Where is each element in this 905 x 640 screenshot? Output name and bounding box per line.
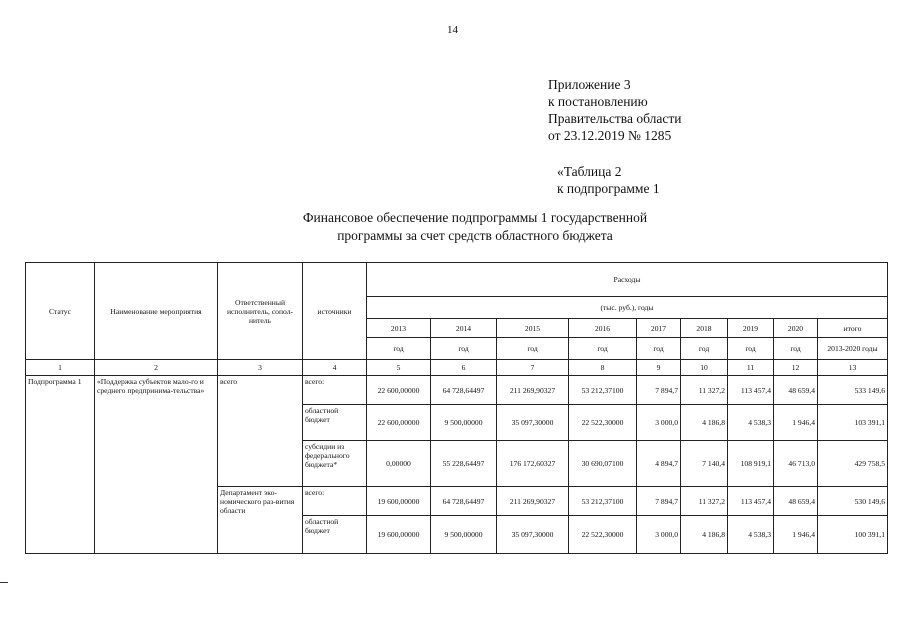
appendix-line: Правительства области <box>548 111 682 126</box>
year-label: год <box>728 338 774 360</box>
margin-mark <box>0 582 8 583</box>
column-number: 13 <box>818 360 888 376</box>
value-cell: 429 758,5 <box>818 441 888 487</box>
header-name: Наименование мероприятия <box>95 263 218 360</box>
header-sources: источники <box>303 263 367 360</box>
value-cell: 9 500,00000 <box>431 405 497 441</box>
financing-table <box>25 262 888 554</box>
value-cell: 4 186,8 <box>681 405 728 441</box>
header-year: 2015 <box>497 319 569 338</box>
column-number: 10 <box>681 360 728 376</box>
value-cell: 4 894,7 <box>637 441 681 487</box>
appendix-line: Приложение 3 <box>548 77 631 92</box>
value-cell: 176 172,60327 <box>497 441 569 487</box>
column-number: 1 <box>26 360 95 376</box>
value-cell: 30 690,07100 <box>569 441 637 487</box>
value-cell: 22 522,30000 <box>569 516 637 554</box>
source-cell: областной бюджет <box>303 405 367 441</box>
responsible-cell: Департамент эко-номического раз-вития области <box>218 487 303 554</box>
year-label: год <box>681 338 728 360</box>
measure-name-cell: «Поддержка субъектов мало-го и среднего предпринима-тельства» <box>95 376 218 554</box>
value-cell: 4 186,8 <box>681 516 728 554</box>
value-cell: 7 894,7 <box>637 487 681 516</box>
value-cell: 113 457,4 <box>728 376 774 405</box>
header-year: 2014 <box>431 319 497 338</box>
column-number: 7 <box>497 360 569 376</box>
header-year: 2013 <box>367 319 431 338</box>
value-cell: 530 149,6 <box>818 487 888 516</box>
header-year: 2020 <box>774 319 818 338</box>
value-cell: 100 391,1 <box>818 516 888 554</box>
value-cell: 4 538,3 <box>728 405 774 441</box>
header-year: 2018 <box>681 319 728 338</box>
value-cell: 1 946,4 <box>774 405 818 441</box>
responsible-cell: всего <box>218 376 303 487</box>
value-cell: 46 713,0 <box>774 441 818 487</box>
column-number: 6 <box>431 360 497 376</box>
value-cell: 11 327,2 <box>681 487 728 516</box>
status-cell: Подпрограмма 1 <box>26 376 95 554</box>
appendix-block <box>548 76 681 144</box>
table-reference <box>557 163 660 197</box>
column-number: 8 <box>569 360 637 376</box>
header-status: Статус <box>26 263 95 360</box>
value-cell: 9 500,00000 <box>431 516 497 554</box>
header-year: 2017 <box>637 319 681 338</box>
value-cell: 55 228,64497 <box>431 441 497 487</box>
value-cell: 11 327,2 <box>681 376 728 405</box>
table-row <box>26 376 888 405</box>
value-cell: 22 522,30000 <box>569 405 637 441</box>
year-label: год <box>637 338 681 360</box>
column-number: 11 <box>728 360 774 376</box>
appendix-line: к постановлению <box>548 94 648 109</box>
value-cell: 22 600,00000 <box>367 376 431 405</box>
title-line: программы за счет средств областного бюджета <box>337 228 613 243</box>
value-cell: 7 894,7 <box>637 376 681 405</box>
year-label: год <box>497 338 569 360</box>
column-number: 5 <box>367 360 431 376</box>
page-number: 14 <box>447 24 458 36</box>
header-row <box>26 263 888 297</box>
year-label: год <box>367 338 431 360</box>
source-cell: субсидии из федерального бюджета* <box>303 441 367 487</box>
value-cell: 53 212,37100 <box>569 376 637 405</box>
value-cell: 64 728,64497 <box>431 487 497 516</box>
year-label: год <box>774 338 818 360</box>
value-cell: 22 600,00000 <box>367 405 431 441</box>
total-label: 2013-2020 годы <box>818 338 888 360</box>
value-cell: 0,00000 <box>367 441 431 487</box>
column-numbers-row <box>26 360 888 376</box>
table-reference-line: «Таблица 2 <box>557 164 622 179</box>
value-cell: 211 269,90327 <box>497 376 569 405</box>
header-responsible: Ответственный исполнитель, сопол-нитель <box>218 263 303 360</box>
header-units: (тыс. руб.), годы <box>367 297 888 319</box>
column-number: 3 <box>218 360 303 376</box>
column-number: 4 <box>303 360 367 376</box>
document-title <box>180 209 770 245</box>
value-cell: 211 269,90327 <box>497 487 569 516</box>
title-line: Финансовое обеспечение подпрограммы 1 государственной <box>302 210 648 225</box>
source-cell: всего: <box>303 487 367 516</box>
value-cell: 64 728,64497 <box>431 376 497 405</box>
value-cell: 113 457,4 <box>728 487 774 516</box>
header-year: 2019 <box>728 319 774 338</box>
column-number: 12 <box>774 360 818 376</box>
value-cell: 35 097,30000 <box>497 405 569 441</box>
column-number: 9 <box>637 360 681 376</box>
column-number: 2 <box>95 360 218 376</box>
table-reference-line: к подпрограмме 1 <box>557 181 660 196</box>
value-cell: 1 946,4 <box>774 516 818 554</box>
value-cell: 3 000,0 <box>637 516 681 554</box>
value-cell: 4 538,3 <box>728 516 774 554</box>
appendix-line: от 23.12.2019 № 1285 <box>548 128 672 143</box>
value-cell: 533 149,6 <box>818 376 888 405</box>
value-cell: 108 919,1 <box>728 441 774 487</box>
value-cell: 48 659,4 <box>774 487 818 516</box>
header-total: итого <box>818 319 888 338</box>
header-expenses: Расходы <box>367 263 888 297</box>
value-cell: 35 097,30000 <box>497 516 569 554</box>
value-cell: 103 391,1 <box>818 405 888 441</box>
value-cell: 19 600,00000 <box>367 516 431 554</box>
header-year: 2016 <box>569 319 637 338</box>
value-cell: 3 000,0 <box>637 405 681 441</box>
value-cell: 19 600,00000 <box>367 487 431 516</box>
year-label: год <box>569 338 637 360</box>
source-cell: всего: <box>303 376 367 405</box>
value-cell: 48 659,4 <box>774 376 818 405</box>
source-cell: областной бюджет <box>303 516 367 554</box>
value-cell: 7 140,4 <box>681 441 728 487</box>
value-cell: 53 212,37100 <box>569 487 637 516</box>
year-label: год <box>431 338 497 360</box>
